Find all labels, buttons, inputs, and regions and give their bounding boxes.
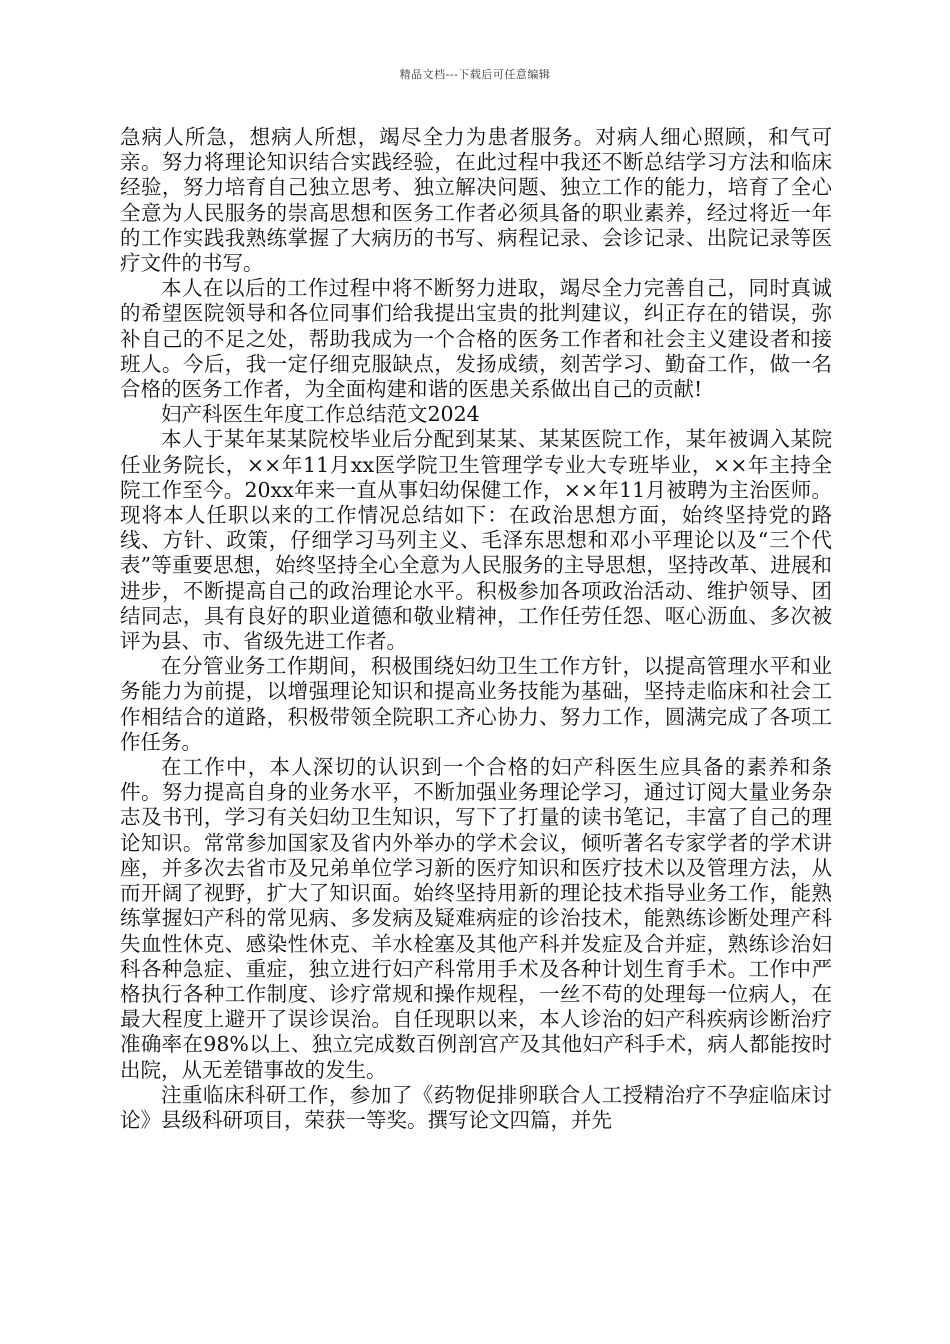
paragraph-2: 本人在以后的工作过程中将不断努力进取，竭尽全力完善自己，同时真诚的希望医院领导和各位同事们给我提出宝贵的批判建议，纠正存在的错误，弥补自己的不足之处，帮助我成为一个合格的医务工作者和社会主义建设者和接班人。今后，我一定仔细克服缺点，发扬成绩，刻苦学习、勤奋工作，做一名合格的医务工作者，为全面构建和谐的医患关系做出自己的贡献!	[120, 276, 832, 402]
section-title: 妇产科医生年度工作总结范文2024	[161, 402, 480, 427]
paragraph-1: 急病人所急，想病人所想，竭尽全力为患者服务。对病人细心照顾，和气可亲。努力将理论知识结合实践经验，在此过程中我还不断总结学习方法和临床经验，努力培育自己独立思考、独立解决问题、独立工作的能力，培育了全心全意为人民服务的崇高思想和医务工作者必须具备的职业素养，经过将近一年的工作实践我熟练掌握了大病历的书写、病程记录、会诊记录、出院记录等医疗文件的书写。	[120, 125, 832, 276]
paragraph-4: 在分管业务工作期间，积极围绕妇幼卫生工作方针，以提高管理水平和业务能力为前提，以增强理论知识和提高业务技能为基础，坚持走临床和社会工作相结合的道路，积极带领全院职工齐心协力、努力工作，圆满完成了各项工作任务。	[120, 654, 832, 754]
paragraph-3: 本人于某年某某院校毕业后分配到某某、某某医院工作，某年被调入某院任业务院长，××年11月xx医学院卫生管理学专业大专班毕业，××年主持全院工作至今。20xx年来一直从事妇幼保健工作，××年11月被聘为主治医师。现将本人任职以来的工作情况总结如下：在政治思想方面，始终坚持党的路线、方针、政策，仔细学习马列主义、毛泽东思想和邓小平理论以及“三个代表”等重要思想，始终坚持全心全意为人民服务的主导思想，坚持改革、进展和进步，不断提高自己的政治理论水平。积极参加各项政治活动、维护领导、团结同志，具有良好的职业道德和敬业精神，工作任劳任怨、呕心沥血、多次被评为县、市、省级先进工作者。	[120, 427, 832, 654]
document-body	[120, 125, 832, 1133]
page-header: 精品文档---下载后可任意编辑	[399, 68, 551, 81]
paragraph-5: 在工作中，本人深切的认识到一个合格的妇产科医生应具备的素养和条件。努力提高自身的业务水平，不断加强业务理论学习，通过订阅大量业务杂志及书刊，学习有关妇幼卫生知识，写下了打量的读书笔记，丰富了自己的理论知识。常常参加国家及省内外举办的学术会议，倾听著名专家学者的学术讲座，并多次去省市及兄弟单位学习新的医疗知识和医疗技术以及管理方法，从而开阔了视野，扩大了知识面。始终坚持用新的理论技术指导业务工作，能熟练掌握妇产科的常见病、多发病及疑难病症的诊治技术，能熟练诊断处理产科失血性休克、感染性休克、羊水栓塞及其他产科并发症及合并症，熟练诊治妇科各种急症、重症，独立进行妇产科常用手术及各种计划生育手术。工作中严格执行各种工作制度、诊疗常规和操作规程，一丝不苟的处理每一位病人，在最大程度上避开了误诊误治。自任现职以来，本人诊治的妇产科疾病诊断治疗准确率在98%以上、独立完成数百例剖宫产及其他妇产科手术，病人都能按时出院，从无差错事故的发生。	[120, 755, 832, 1082]
paragraph-6: 注重临床科研工作，参加了《药物促排卵联合人工授精治疗不孕症临床讨论》县级科研项目，荣获一等奖。撰写论文四篇，并先	[120, 1082, 832, 1132]
